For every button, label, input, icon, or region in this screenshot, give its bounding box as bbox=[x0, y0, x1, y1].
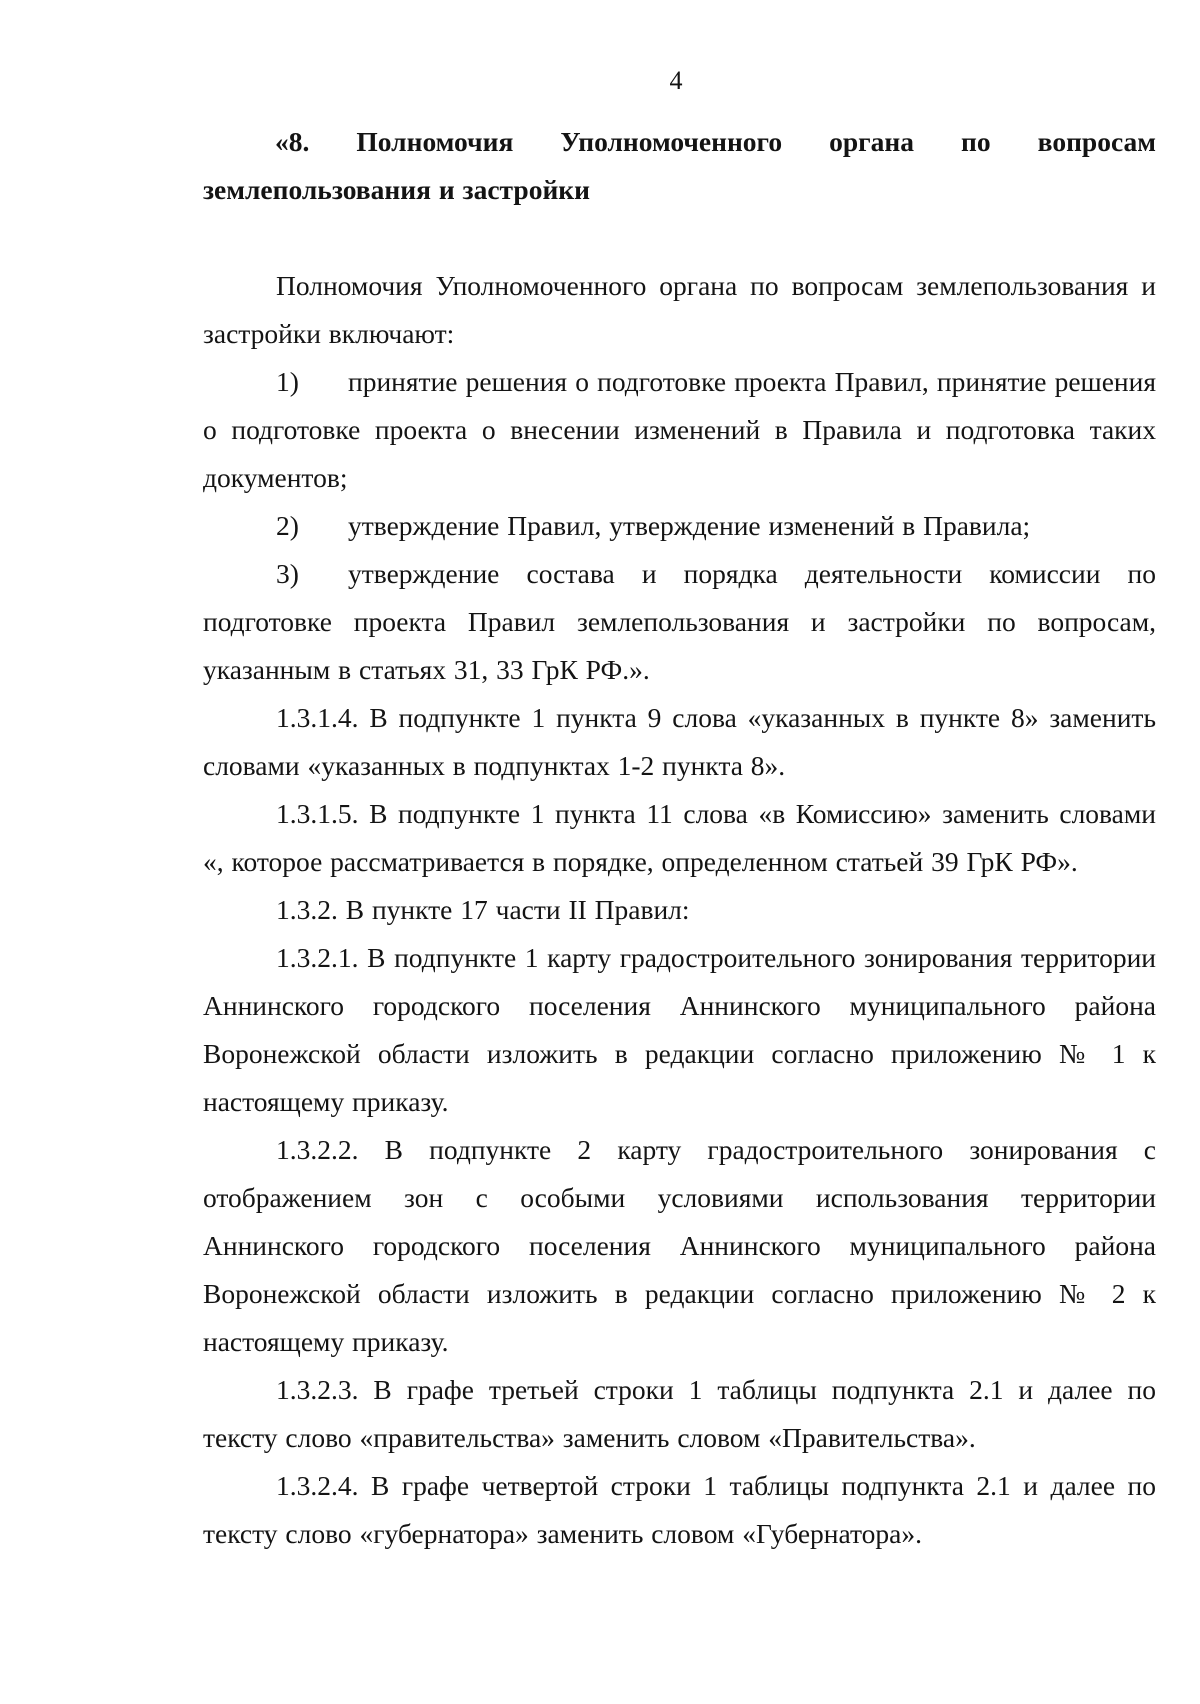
paragraph-1-3-1-5: 1.3.1.5. В подпункте 1 пункта 11 слова «в Комиссию» заменить словами «, которое рассматривается в порядке, определенном статьей 39 ГрК РФ». bbox=[203, 798, 1156, 877]
list-item-1 bbox=[203, 358, 1156, 502]
paragraph-1-3-2-2: 1.3.2.2. В подпункте 2 карту градостроительного зонирования с отображением зон с особыми условиями использования территории Аннинского городского поселения Аннинского муниципального района Воронежской области изложить в редакции согласно приложению № 2 к настоящему приказу. bbox=[203, 1134, 1156, 1357]
section-heading-line-2: землепользования и застройки bbox=[203, 174, 590, 205]
list-item-text: утверждение Правил, утверждение изменений в Правила; bbox=[348, 510, 1031, 541]
paragraph-1-3-2: 1.3.2. В пункте 17 части II Правил: bbox=[276, 894, 690, 925]
list-item-3 bbox=[203, 550, 1156, 694]
section-heading bbox=[203, 118, 1156, 214]
list-item-2 bbox=[203, 502, 1156, 550]
paragraph-1-3-1-4: 1.3.1.4. В подпункте 1 пункта 9 слова «указанных в пункте 8» заменить словами «указанных в подпунктах 1-2 пункта 8». bbox=[203, 702, 1156, 781]
document-body bbox=[203, 118, 1156, 1558]
page-number: 4 bbox=[669, 66, 683, 95]
list-item-number: 1) bbox=[276, 366, 299, 397]
spacer bbox=[203, 214, 1156, 262]
paragraph-1-3-2-3: 1.3.2.3. В графе третьей строки 1 таблицы подпункта 2.1 и далее по тексту слово «правительства» заменить словом «Правительства». bbox=[203, 1374, 1156, 1453]
section-heading-line-1: «8. Полномочия Уполномоченного органа по вопросам bbox=[275, 126, 1156, 157]
paragraph-1-3-2-4: 1.3.2.4. В графе четвертой строки 1 таблицы подпункта 2.1 и далее по тексту слово «губернатора» заменить словом «Губернатора». bbox=[203, 1470, 1156, 1549]
list-item-text: утверждение состава и порядка деятельности комиссии по подготовке проекта Правил землепользования и застройки по вопросам, указанным в статьях 31, 33 ГрК РФ.». bbox=[203, 558, 1156, 685]
list-item-number: 3) bbox=[276, 558, 299, 589]
intro-paragraph: Полномочия Уполномоченного органа по вопросам землепользования и застройки включают: bbox=[203, 270, 1156, 349]
list-item-text: принятие решения о подготовке проекта Правил, принятие решения о подготовке проекта о внесении изменений в Правила и подготовка таких документов; bbox=[203, 366, 1156, 493]
list-item-number: 2) bbox=[276, 510, 299, 541]
paragraph-1-3-2-1: 1.3.2.1. В подпункте 1 карту градостроительного зонирования территории Аннинского городского поселения Аннинского муниципального района Воронежской области изложить в редакции согласно приложению № 1 к настоящему приказу. bbox=[203, 942, 1156, 1117]
